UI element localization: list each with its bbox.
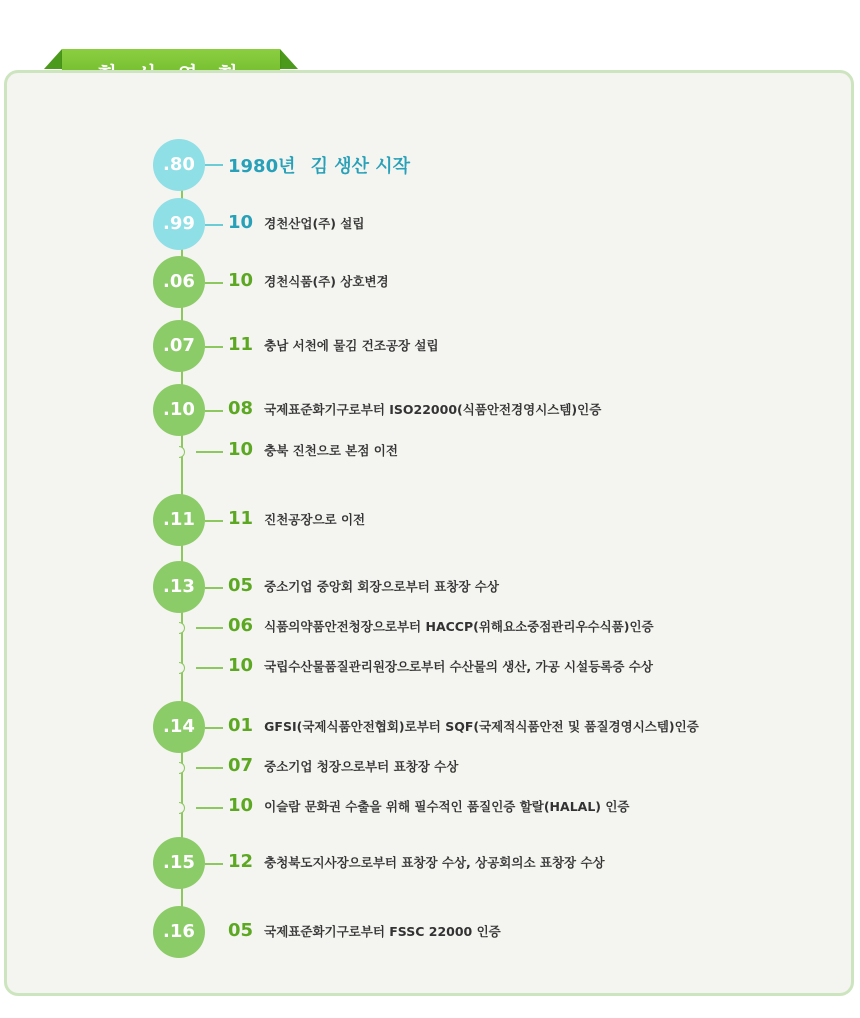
connector <box>205 346 223 348</box>
timeline-entry <box>228 212 364 233</box>
entry-desc: 김 생산 시작 <box>310 156 411 177</box>
connector <box>205 164 223 166</box>
entry-month: 11 <box>228 334 254 355</box>
entry-desc: 충남 서천에 물김 건조공장 설립 <box>264 337 439 353</box>
year-badge: .16 <box>153 906 205 958</box>
connector <box>205 410 223 412</box>
entry-month: 10 <box>228 270 254 291</box>
entry-desc: 충청북도지사장으로부터 표창장 수상, 상공회의소 표창장 수상 <box>264 854 605 870</box>
connector <box>196 667 223 669</box>
timeline-entry <box>228 398 601 419</box>
entry-desc: 진천공장으로 이전 <box>264 511 366 527</box>
connector <box>196 627 223 629</box>
year-badge: .15 <box>153 837 205 889</box>
entry-desc: GFSI(국제식품안전협회)로부터 SQF(국제적식품안전 및 품질경영시스템)인증 <box>264 718 699 734</box>
entry-month: 07 <box>228 755 254 776</box>
entry-desc: 중소기업 청장으로부터 표창장 수상 <box>264 758 459 774</box>
timeline-entry <box>228 715 699 736</box>
entry-desc: 충북 진천으로 본점 이전 <box>264 442 398 458</box>
entry-month: 10 <box>228 795 254 816</box>
timeline-entry <box>228 334 439 355</box>
connector <box>205 727 223 729</box>
entry-desc: 경천산업(주) 설립 <box>264 215 365 231</box>
entry-desc: 국제표준화기구로부터 FSSC 22000 인증 <box>264 923 501 939</box>
timeline-entry <box>228 508 365 529</box>
year-badge: .10 <box>153 384 205 436</box>
connector <box>196 451 223 453</box>
entry-month: 10 <box>228 212 254 233</box>
entry-month: 01 <box>228 715 254 736</box>
entry-month: 05 <box>228 575 254 596</box>
entry-month: 12 <box>228 851 254 872</box>
entry-month: 10 <box>228 655 254 676</box>
timeline-entry <box>228 152 410 178</box>
tab-fold-right <box>280 49 298 69</box>
entry-desc: 중소기업 중앙회 회장으로부터 표창장 수상 <box>264 578 499 594</box>
entry-month: 08 <box>228 398 254 419</box>
timeline-entry <box>228 755 458 776</box>
entry-desc: 국제표준화기구로부터 ISO22000(식품안전경영시스템)인증 <box>264 401 602 417</box>
year-badge: .06 <box>153 256 205 308</box>
year-badge: .14 <box>153 701 205 753</box>
year-badge: .07 <box>153 320 205 372</box>
year-badge: .80 <box>153 139 205 191</box>
entry-month: 1980년 <box>228 156 296 177</box>
entry-month: 10 <box>228 439 254 460</box>
entry-desc: 식품의약품안전청장으로부터 HACCP(위해요소중점관리우수식품)인증 <box>264 618 654 634</box>
timeline-entry <box>228 439 398 460</box>
connector <box>205 224 223 226</box>
connector <box>196 767 223 769</box>
timeline-entry <box>228 655 653 676</box>
connector <box>205 863 223 865</box>
timeline-entry <box>228 920 501 941</box>
tab-fold-left <box>44 49 62 69</box>
timeline-entry <box>228 615 654 636</box>
timeline-entry <box>228 851 605 872</box>
entry-desc: 경천식품(주) 상호변경 <box>264 273 389 289</box>
year-badge: .11 <box>153 494 205 546</box>
timeline-entry <box>228 270 389 291</box>
timeline-entry <box>228 795 630 816</box>
connector <box>205 587 223 589</box>
timeline-entry <box>228 575 499 596</box>
connector <box>196 807 223 809</box>
entry-month: 05 <box>228 920 254 941</box>
entry-month: 06 <box>228 615 254 636</box>
year-badge: .13 <box>153 561 205 613</box>
connector <box>205 282 223 284</box>
entry-desc: 이슬람 문화권 수출을 위해 필수적인 품질인증 할랄(HALAL) 인증 <box>264 798 630 814</box>
year-badge: .99 <box>153 198 205 250</box>
entry-desc: 국립수산물품질관리원장으로부터 수산물의 생산, 가공 시설등록증 수상 <box>264 658 653 674</box>
entry-month: 11 <box>228 508 254 529</box>
connector <box>205 520 223 522</box>
